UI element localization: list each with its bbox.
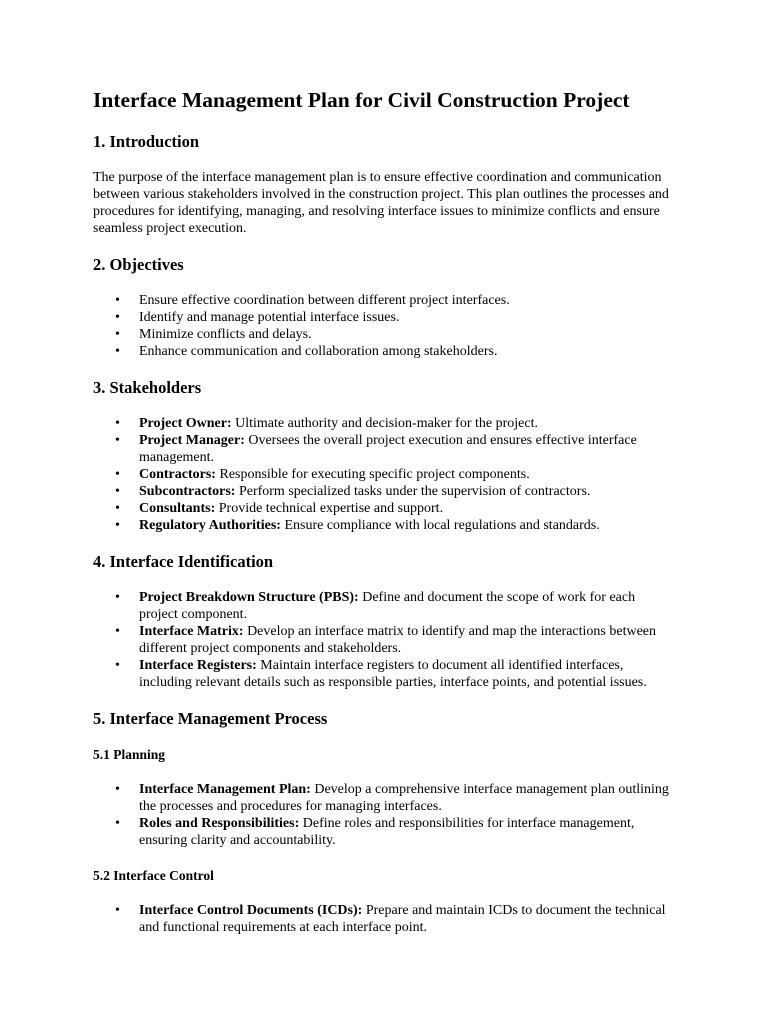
stakeholder-desc: Perform specialized tasks under the supervision of contractors.	[235, 484, 591, 499]
stakeholder-item	[139, 432, 675, 466]
stakeholder-desc: Responsible for executing specific project components.	[215, 467, 530, 482]
stakeholder-item	[139, 483, 675, 500]
control-desc: Prepare and maintain ICDs to document the technical and functional requirements at each interface point.	[139, 903, 666, 935]
planning-heading: 5.1 Planning	[93, 747, 166, 762]
control-heading: 5.2 Interface Control	[93, 868, 214, 883]
planning-desc: Define roles and responsibilities for interface management, ensuring clarity and accountability.	[139, 816, 635, 848]
planning-list	[93, 781, 675, 849]
objectives-heading: 2. Objectives	[93, 255, 184, 274]
stakeholder-term: Regulatory Authorities:	[139, 518, 281, 533]
process-heading: 5. Interface Management Process	[93, 709, 328, 728]
planning-desc: Develop a comprehensive interface management plan outlining the processes and procedures for managing interfaces.	[139, 782, 669, 814]
planning-term: Roles and Responsibilities:	[139, 816, 300, 831]
identification-desc: Develop an interface matrix to identify and map the interactions between different project components and stakeholders.	[139, 624, 657, 656]
planning-item	[139, 815, 675, 849]
stakeholder-term: Project Manager:	[139, 433, 245, 448]
stakeholders-list	[93, 415, 675, 534]
stakeholder-item	[139, 500, 675, 517]
identification-item	[139, 623, 675, 657]
identification-heading: 4. Interface Identification	[93, 552, 274, 571]
stakeholder-term: Contractors:	[139, 467, 216, 482]
identification-term: Interface Matrix:	[139, 624, 244, 639]
introduction-heading: 1. Introduction	[93, 132, 200, 151]
stakeholder-item	[139, 415, 675, 432]
identification-item	[139, 589, 675, 623]
objective-item: • Enhance communication and collaboration among stakeholders.	[139, 343, 675, 360]
stakeholder-desc: Oversees the overall project execution and ensures effective interface management.	[139, 433, 637, 465]
objective-item: • Ensure effective coordination between different project interfaces.	[139, 292, 675, 309]
stakeholder-term: Consultants:	[139, 501, 216, 516]
stakeholder-desc: Ultimate authority and decision-maker for the project.	[231, 416, 538, 431]
stakeholder-item	[139, 466, 675, 483]
identification-desc: Maintain interface registers to document all identified interfaces, including relevant details such as responsible parties, interface points, and potential issues.	[139, 658, 647, 690]
planning-item	[139, 781, 675, 815]
identification-list	[93, 589, 675, 691]
control-term: Interface Control Documents (ICDs):	[139, 903, 363, 918]
objective-item: • Minimize conflicts and delays.	[139, 326, 675, 343]
control-item	[139, 902, 675, 936]
objective-item: • Identify and manage potential interface issues.	[139, 309, 675, 326]
planning-term: Interface Management Plan:	[139, 782, 311, 797]
stakeholder-term: Project Owner:	[139, 416, 232, 431]
stakeholder-item	[139, 517, 675, 534]
document-title: Interface Management Plan for Civil Construction Project	[93, 88, 630, 112]
stakeholder-term: Subcontractors:	[139, 484, 236, 499]
identification-item	[139, 657, 675, 691]
stakeholder-desc: Ensure compliance with local regulations and standards.	[280, 518, 600, 533]
stakeholders-heading: 3. Stakeholders	[93, 378, 202, 397]
objectives-list	[93, 292, 675, 360]
identification-term: Interface Registers:	[139, 658, 257, 673]
introduction-text: The purpose of the interface management plan is to ensure effective coordination and communication between various stakeholders involved in the construction project. This plan outlines the processes and procedures for identifying, managing, and resolving interface issues to minimize conflicts and ensure seamless project execution.	[93, 170, 669, 236]
stakeholder-desc: Provide technical expertise and support.	[215, 501, 444, 516]
control-list	[93, 902, 675, 936]
identification-desc: Define and document the scope of work for each project component.	[139, 590, 636, 622]
identification-term: Project Breakdown Structure (PBS):	[139, 590, 359, 605]
